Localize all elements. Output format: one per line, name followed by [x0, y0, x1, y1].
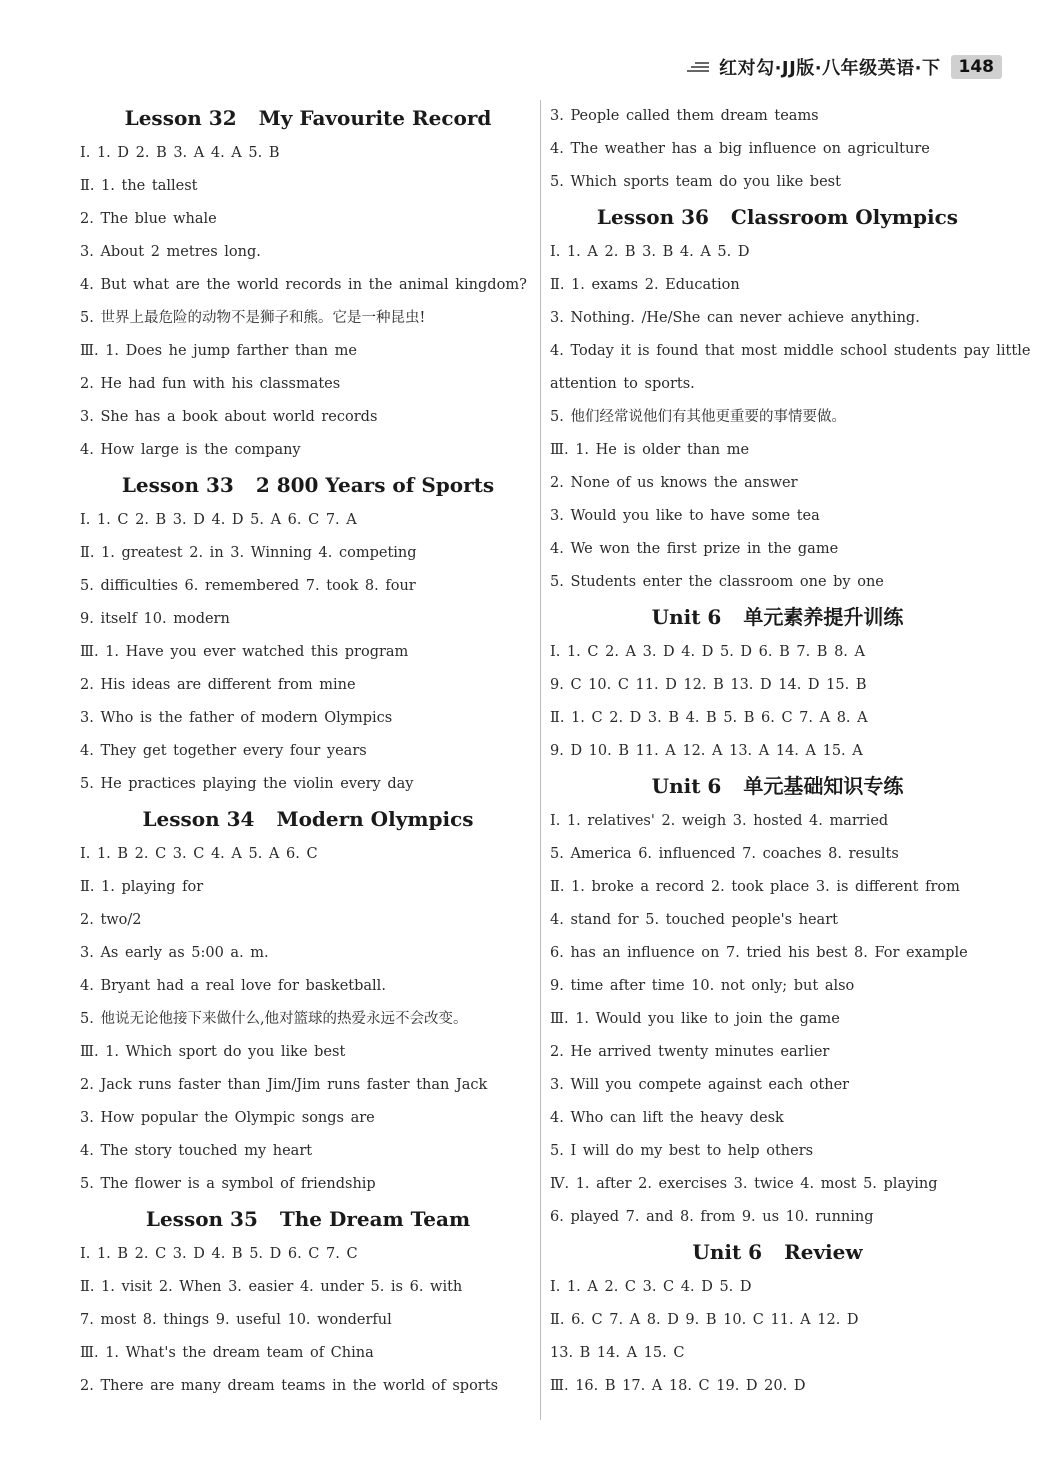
- answer-line: 4. The weather has a big influence on agriculture: [550, 141, 930, 157]
- answer-line: 5. difficulties 6. remembered 7. took 8. four: [80, 578, 416, 594]
- answer-line: 5. I will do my best to help others: [550, 1143, 814, 1159]
- answer-line: Ⅲ. 16. B 17. A 18. C 19. D 20. D: [550, 1378, 806, 1394]
- answer-line: Ⅲ. 1. He is older than me: [550, 442, 750, 458]
- answer-line: 6. played 7. and 8. from 9. us 10. running: [550, 1209, 874, 1225]
- section-title: My Favourite Record: [258, 106, 492, 130]
- answer-line: 4. Bryant had a real love for basketball.: [80, 978, 386, 994]
- answer-line: Ⅰ. 1. C 2. B 3. D 4. D 5. A 6. C 7. A: [80, 512, 357, 528]
- answer-line: 2. There are many dream teams in the world of sports: [80, 1378, 499, 1394]
- answer-line: Ⅲ. 1. Would you like to join the game: [550, 1011, 840, 1027]
- answer-line: 5. 他们经常说他们有其他更重要的事情要做。: [550, 409, 846, 425]
- answer-line: 4. But what are the world records in the animal kingdom?: [80, 277, 527, 293]
- answer-line: Ⅰ. 1. B 2. C 3. C 4. A 5. A 6. C: [80, 846, 318, 862]
- answer-line: 9. time after time 10. not only; but also: [550, 978, 855, 994]
- answer-line: 4. stand for 5. touched people's heart: [550, 912, 838, 928]
- answer-line: attention to sports.: [550, 376, 695, 392]
- answer-line: 13. B 14. A 15. C: [550, 1345, 685, 1361]
- answer-line: 3. Will you compete against each other: [550, 1077, 850, 1093]
- answer-line: 2. He had fun with his classmates: [80, 376, 341, 392]
- answer-line: Ⅲ. 1. Have you ever watched this program: [80, 644, 409, 660]
- answer-line: Ⅱ. 1. the tallest: [80, 178, 198, 194]
- answer-line: Ⅰ. 1. B 2. C 3. D 4. B 5. D 6. C 7. C: [80, 1246, 358, 1262]
- answer-line: Ⅱ. 1. broke a record 2. took place 3. is different from: [550, 879, 960, 895]
- answer-line: 5. The flower is a symbol of friendship: [80, 1176, 376, 1192]
- section-title: Review: [784, 1240, 863, 1264]
- answer-line: Ⅱ. 6. C 7. A 8. D 9. B 10. C 11. A 12. D: [550, 1312, 859, 1328]
- answer-line: 9. C 10. C 11. D 12. B 13. D 14. D 15. B: [550, 677, 867, 693]
- answer-line: Ⅰ. 1. D 2. B 3. A 4. A 5. B: [80, 145, 280, 161]
- section-heading: [80, 467, 536, 504]
- section-title: Modern Olympics: [276, 807, 474, 831]
- section-title: 单元基础知识专练: [743, 774, 904, 798]
- section-title: 2 800 Years of Sports: [255, 473, 495, 497]
- answer-line: 2. None of us knows the answer: [550, 475, 798, 491]
- section-lesson-label: Lesson 32: [124, 106, 237, 130]
- answer-line: 4. How large is the company: [80, 442, 301, 458]
- section-lesson-label: Unit 6: [651, 605, 722, 629]
- answer-line: Ⅰ. 1. C 2. A 3. D 4. D 5. D 6. B 7. B 8. A: [550, 644, 865, 660]
- section-heading: [550, 599, 1005, 636]
- answer-line: 3. Nothing. /He/She can never achieve anything.: [550, 310, 920, 326]
- answer-line: 5. He practices playing the violin every day: [80, 776, 414, 792]
- answer-line: 5. 他说无论他接下来做什么,他对篮球的热爱永远不会改变。: [80, 1011, 468, 1027]
- section-heading: [80, 801, 536, 838]
- answer-line: 4. Today it is found that most middle school students pay little: [550, 343, 1031, 359]
- answer-line: 2. He arrived twenty minutes earlier: [550, 1044, 830, 1060]
- section-heading: [550, 199, 1005, 236]
- section-heading: [550, 768, 1005, 805]
- answer-line: 3. People called them dream teams: [550, 108, 819, 124]
- book-title: 红对勾·JJ版·八年级英语·下: [719, 58, 941, 79]
- section-lesson-label: Lesson 36: [596, 205, 709, 229]
- answer-line: 2. The blue whale: [80, 211, 217, 227]
- section-heading: [80, 1201, 536, 1238]
- header-lines-icon: [687, 61, 709, 73]
- answer-line: 3. Who is the father of modern Olympics: [80, 710, 393, 726]
- section-lesson-label: Lesson 34: [142, 807, 255, 831]
- answer-line: 9. D 10. B 11. A 12. A 13. A 14. A 15. A: [550, 743, 863, 759]
- section-lesson-label: Lesson 33: [121, 473, 234, 497]
- answer-line: 3. As early as 5:00 a. m.: [80, 945, 269, 961]
- section-title: The Dream Team: [279, 1207, 471, 1231]
- section-lesson-label: Lesson 35: [145, 1207, 258, 1231]
- answer-line: Ⅲ. 1. What's the dream team of China: [80, 1345, 374, 1361]
- section-lesson-label: Unit 6: [692, 1240, 763, 1264]
- right-column: [550, 100, 1031, 1403]
- left-column: [80, 100, 536, 1403]
- answer-line: 2. two/2: [80, 912, 142, 928]
- answer-line: 5. Students enter the classroom one by one: [550, 574, 884, 590]
- answer-line: 6. has an influence on 7. tried his best 8. For example: [550, 945, 968, 961]
- answer-line: Ⅰ. 1. A 2. C 3. C 4. D 5. D: [550, 1279, 752, 1295]
- page-number: 148: [951, 55, 1003, 79]
- answer-line: 3. How popular the Olympic songs are: [80, 1110, 375, 1126]
- answer-line: Ⅱ. 1. playing for: [80, 879, 204, 895]
- answer-line: Ⅳ. 1. after 2. exercises 3. twice 4. most 5. playing: [550, 1176, 938, 1192]
- answer-line: Ⅱ. 1. greatest 2. in 3. Winning 4. competing: [80, 545, 417, 561]
- section-lesson-label: Unit 6: [651, 774, 722, 798]
- section-heading: [80, 100, 536, 137]
- answer-line: Ⅱ. 1. C 2. D 3. B 4. B 5. B 6. C 7. A 8. A: [550, 710, 868, 726]
- answer-line: 5. 世界上最危险的动物不是狮子和熊。它是一种昆虫!: [80, 310, 426, 326]
- answer-line: 7. most 8. things 9. useful 10. wonderful: [80, 1312, 392, 1328]
- answer-line: 2. Jack runs faster than Jim/Jim runs faster than Jack: [80, 1077, 488, 1093]
- answer-line: Ⅱ. 1. exams 2. Education: [550, 277, 740, 293]
- answer-line: 2. His ideas are different from mine: [80, 677, 356, 693]
- section-title: 单元素养提升训练: [743, 605, 904, 629]
- answer-line: 4. The story touched my heart: [80, 1143, 313, 1159]
- answer-line: 4. We won the first prize in the game: [550, 541, 839, 557]
- answer-line: Ⅲ. 1. Does he jump farther than me: [80, 343, 357, 359]
- section-title: Classroom Olympics: [730, 205, 959, 229]
- answer-line: 5. America 6. influenced 7. coaches 8. results: [550, 846, 899, 862]
- section-heading: [550, 1234, 1005, 1271]
- answer-line: 5. Which sports team do you like best: [550, 174, 841, 190]
- answer-line: 4. They get together every four years: [80, 743, 367, 759]
- answer-line: Ⅱ. 1. visit 2. When 3. easier 4. under 5. is 6. with: [80, 1279, 463, 1295]
- answer-line: 3. She has a book about world records: [80, 409, 378, 425]
- answer-line: 3. About 2 metres long.: [80, 244, 261, 260]
- answer-line: Ⅰ. 1. relatives' 2. weigh 3. hosted 4. married: [550, 813, 889, 829]
- column-divider: [540, 100, 541, 1420]
- answer-line: 9. itself 10. modern: [80, 611, 230, 627]
- answer-line: Ⅰ. 1. A 2. B 3. B 4. A 5. D: [550, 244, 750, 260]
- answer-line: Ⅲ. 1. Which sport do you like best: [80, 1044, 346, 1060]
- page-header: [687, 52, 1002, 82]
- answer-line: 3. Would you like to have some tea: [550, 508, 820, 524]
- answer-line: 4. Who can lift the heavy desk: [550, 1110, 784, 1126]
